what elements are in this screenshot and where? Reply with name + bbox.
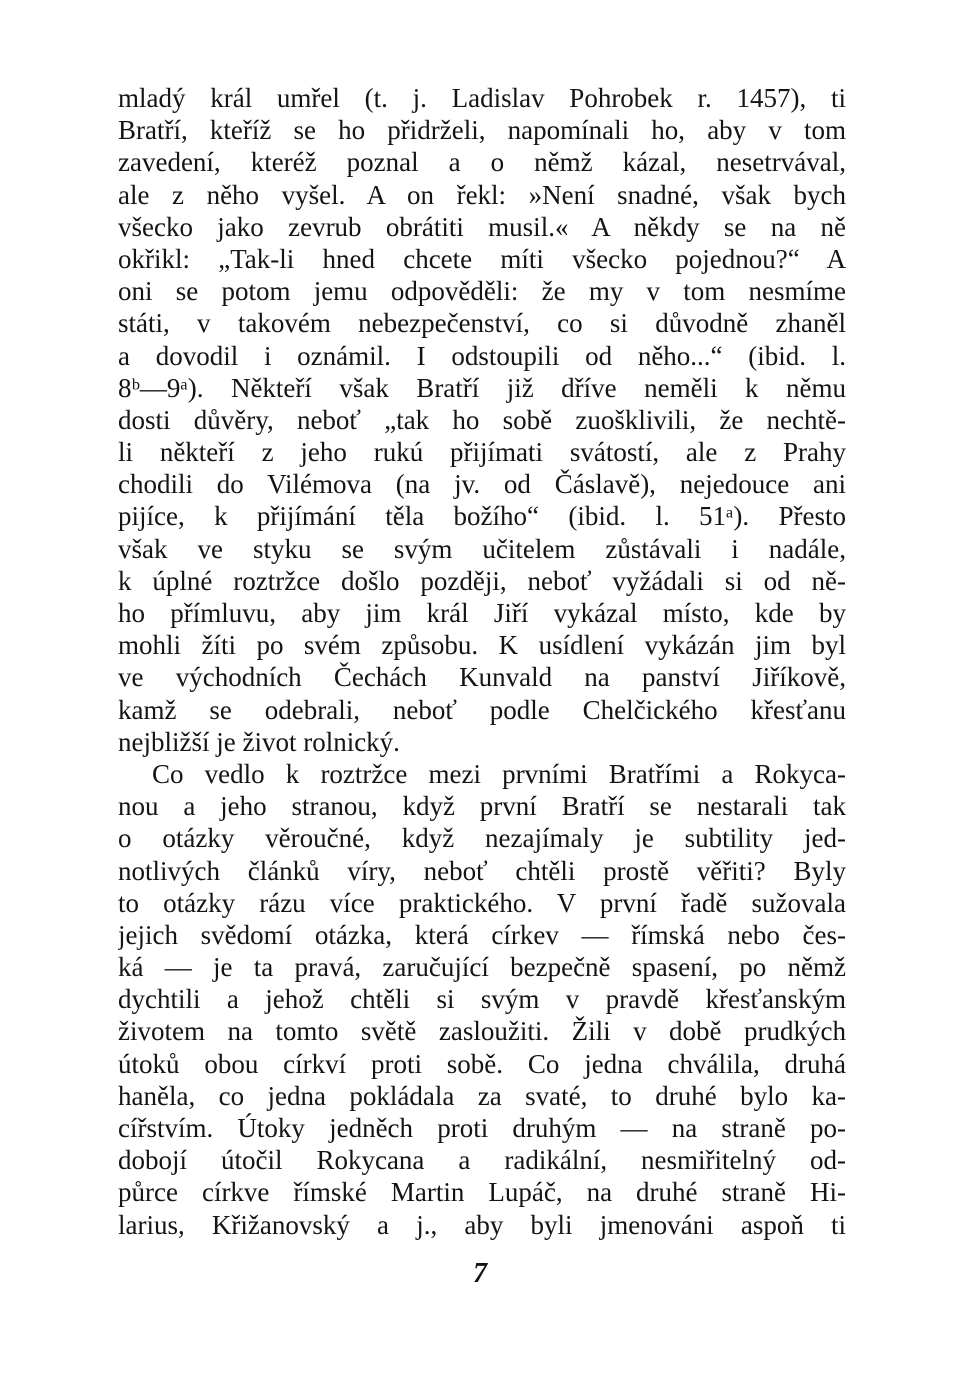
text-line: životem na tomto světě zasloužiti. Žili v době prudkých xyxy=(118,1016,846,1047)
text-line: však ve styku se svým učitelem zůstávali i nadále, xyxy=(118,533,846,564)
text-line: notlivých článků víry, neboť chtěli prostě věřiti? Byly xyxy=(118,855,846,886)
text-line: a dovodil i oznámil. I odstoupili od něho...“ (ibid. l. xyxy=(118,340,846,371)
text-line: státi, v takovém nebezpečenství, co si důvodně zhaněl xyxy=(118,308,846,339)
text-line: okřikl: „Tak-li hned chcete míti všecko pojednou?“ A xyxy=(118,243,846,274)
text-line: larius, Křižanovský a j., aby byli jmenováni aspoň ti xyxy=(118,1209,846,1240)
page-number: 7 xyxy=(473,1258,487,1289)
text-line: haněla, co jedna pokládala za svaté, to druhé bylo ka- xyxy=(118,1080,846,1111)
text-line: zavedení, kteréž poznal a o němž kázal, nesetrvával, xyxy=(118,147,846,178)
text-line: kamž se odebrali, neboť podle Chelčického křesťanu xyxy=(118,694,846,725)
text-line: cířstvím. Útoky jedněch proti druhým — na straně po- xyxy=(118,1113,846,1143)
text-line: o otázky věroučné, když nezajímaly je subtility jed- xyxy=(118,823,846,854)
text-line: nejbližší je život rolnický. xyxy=(118,726,400,757)
text-line: ale z něho vyšel. A on řekl: »Není snadné, však bych xyxy=(118,179,846,210)
text-line: li někteří z jeho rukú přijímati svátostí, ale z Prahy xyxy=(118,437,846,468)
text-line: k úplné roztržce došlo později, neboť vyžádali si od ně- xyxy=(118,565,846,596)
text-line: 8ᵇ—9ᵃ). Někteří však Bratří již dříve neměli k němu xyxy=(118,372,846,403)
text-line: to otázky rázu více praktického. V první řadě sužovala xyxy=(118,887,846,918)
text-line: půrce církve římské Martin Lupáč, na druhé straně Hi- xyxy=(118,1177,846,1208)
paragraph-2 xyxy=(118,758,846,1241)
paragraph-1 xyxy=(118,82,846,758)
text-line: ho přímluvu, aby jim král Jiří vykázal místo, kde by xyxy=(118,598,846,628)
text-line: ká — je ta pravá, zaručující bezpečně spasení, po němž xyxy=(118,952,846,983)
text-line: nou a jeho stranou, když první Bratří se nestarali tak xyxy=(118,791,846,822)
text-line: Bratří, kteříž se ho přidrželi, napomínali ho, aby v tom xyxy=(118,115,846,146)
page-text xyxy=(118,82,846,1241)
text-line: dobojí útočil Rokycana a radikální, nesmiřitelný od- xyxy=(118,1145,846,1176)
text-line: ve východních Čechách Kunvald na panství Jiříkově, xyxy=(118,662,846,693)
text-line: všecko jako zevrub obrátiti musil.« A někdy se na ně xyxy=(118,211,846,242)
text-line: mladý král umřel (t. j. Ladislav Pohrobek r. 1457), ti xyxy=(118,83,846,113)
text-line: mohli žíti po svém způsobu. K usídlení vykázán jim byl xyxy=(118,630,846,661)
text-line: chodili do Vilémova (na jv. od Čáslavě), nejedouce ani xyxy=(118,469,846,500)
text-line: Co vedlo k roztržce mezi prvními Bratřími a Rokyca- xyxy=(152,758,846,789)
text-line: dosti důvěry, neboť „tak ho sobě zuošklivili, že nechtě- xyxy=(118,404,846,435)
text-line: dychtili a jehož chtěli si svým v pravdě křesťanským xyxy=(118,984,846,1015)
text-line: útoků obou církví proti sobě. Co jedna chválila, druhá xyxy=(118,1048,846,1079)
text-line: pijíce, k přijímání těla božího“ (ibid. l. 51ᵃ). Přesto xyxy=(118,501,846,532)
text-line: jejich svědomí otázka, která církev — římská nebo čes- xyxy=(118,919,846,950)
text-line: oni se potom jemu odpověděli: že my v tom nesmíme xyxy=(118,276,846,307)
